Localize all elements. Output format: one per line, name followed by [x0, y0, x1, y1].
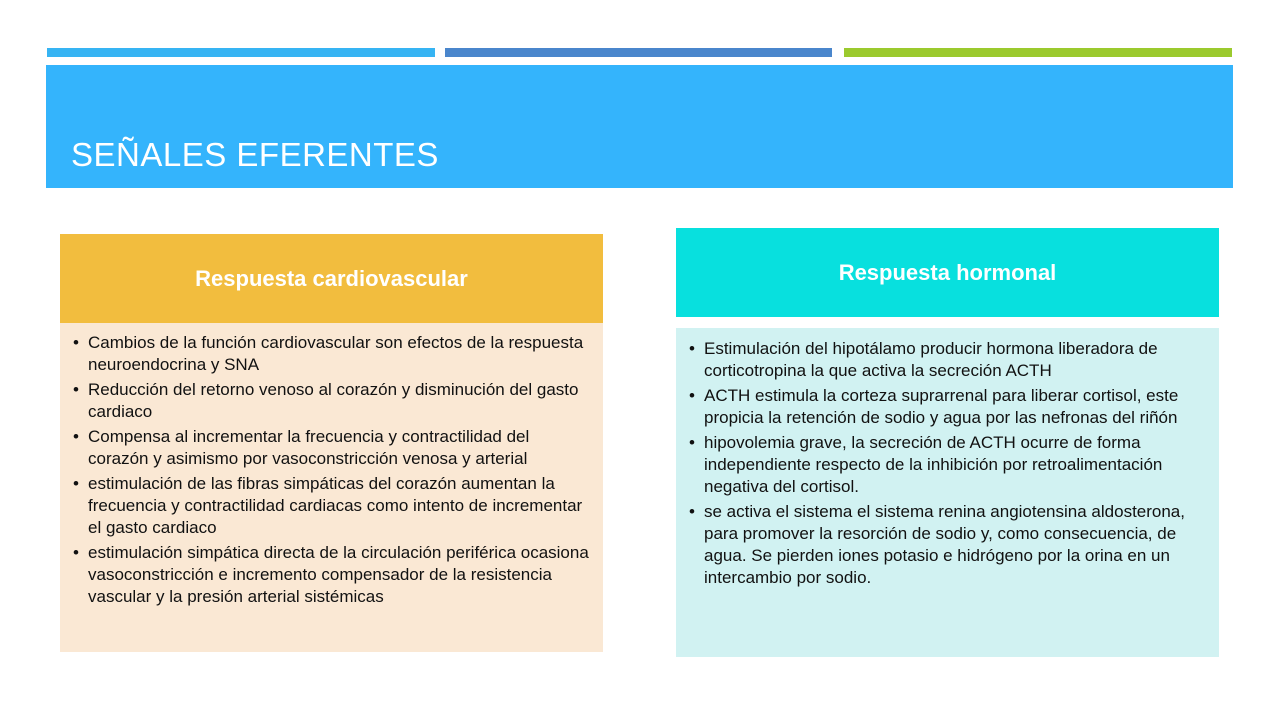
- bullet-icon: •: [689, 433, 695, 452]
- bullet-icon: •: [73, 333, 79, 352]
- bullet-text: hipovolemia grave, la secreción de ACTH ocurre de forma independiente respecto de la inhibición por retroalimentación negativa del cortisol.: [704, 433, 1163, 496]
- decorative-bar-light-blue: [47, 48, 435, 57]
- bullet-text: Estimulación del hipotálamo producir hormona liberadora de corticotropina la que activa la secreción ACTH: [704, 339, 1158, 380]
- bullet-item: [60, 473, 589, 539]
- decorative-bar-green: [844, 48, 1232, 57]
- bullet-icon: •: [73, 427, 79, 446]
- bullet-item: [60, 332, 589, 376]
- cardiovascular-bullet-list: [60, 332, 589, 608]
- bullet-item: [676, 432, 1209, 498]
- bullet-text: Cambios de la función cardiovascular son efectos de la respuesta neuroendocrina y SNA: [88, 333, 584, 374]
- title-band: [46, 65, 1233, 188]
- bullet-text: estimulación simpática directa de la circulación periférica ocasiona vasoconstricción e incremento compensador de la resistencia vascular y la presión arterial sistémicas: [88, 543, 589, 606]
- bullet-text: Compensa al incrementar la frecuencia y contractilidad del corazón y asimismo por vasoconstricción venosa y arterial: [88, 427, 530, 468]
- hormonal-body: [676, 328, 1219, 657]
- slide-title: SEÑALES EFERENTES: [71, 136, 439, 173]
- bullet-text: se activa el sistema el sistema renina angiotensina aldosterona, para promover la resorción de sodio y, como consecuencia, de agua. Se pierden iones potasio e hidrógeno por la orina en un intercambio por sodio.: [704, 502, 1185, 587]
- bullet-icon: •: [73, 543, 79, 562]
- bullet-text: ACTH estimula la corteza suprarrenal para liberar cortisol, este propicia la retención de sodio y agua por las nefronas del riñón: [704, 386, 1179, 427]
- bullet-item: [676, 501, 1209, 589]
- bullet-item: [676, 338, 1209, 382]
- bullet-item: [676, 385, 1209, 429]
- bullet-icon: •: [689, 339, 695, 358]
- cardiovascular-body: [60, 323, 603, 652]
- decorative-bar-blue: [445, 48, 832, 57]
- bullet-item: [60, 542, 589, 608]
- hormonal-header: Respuesta hormonal: [676, 228, 1219, 317]
- bullet-item: [60, 379, 589, 423]
- bullet-icon: •: [73, 474, 79, 493]
- cardiovascular-header: Respuesta cardiovascular: [60, 234, 603, 323]
- bullet-item: [60, 426, 589, 470]
- bullet-text: Reducción del retorno venoso al corazón y disminución del gasto cardiaco: [88, 380, 579, 421]
- bullet-text: estimulación de las fibras simpáticas del corazón aumentan la frecuencia y contractilidad cardiacas como intento de incrementar el gasto cardiaco: [88, 474, 583, 537]
- bullet-icon: •: [689, 386, 695, 405]
- bullet-icon: •: [73, 380, 79, 399]
- bullet-icon: •: [689, 502, 695, 521]
- hormonal-bullet-list: [676, 338, 1209, 589]
